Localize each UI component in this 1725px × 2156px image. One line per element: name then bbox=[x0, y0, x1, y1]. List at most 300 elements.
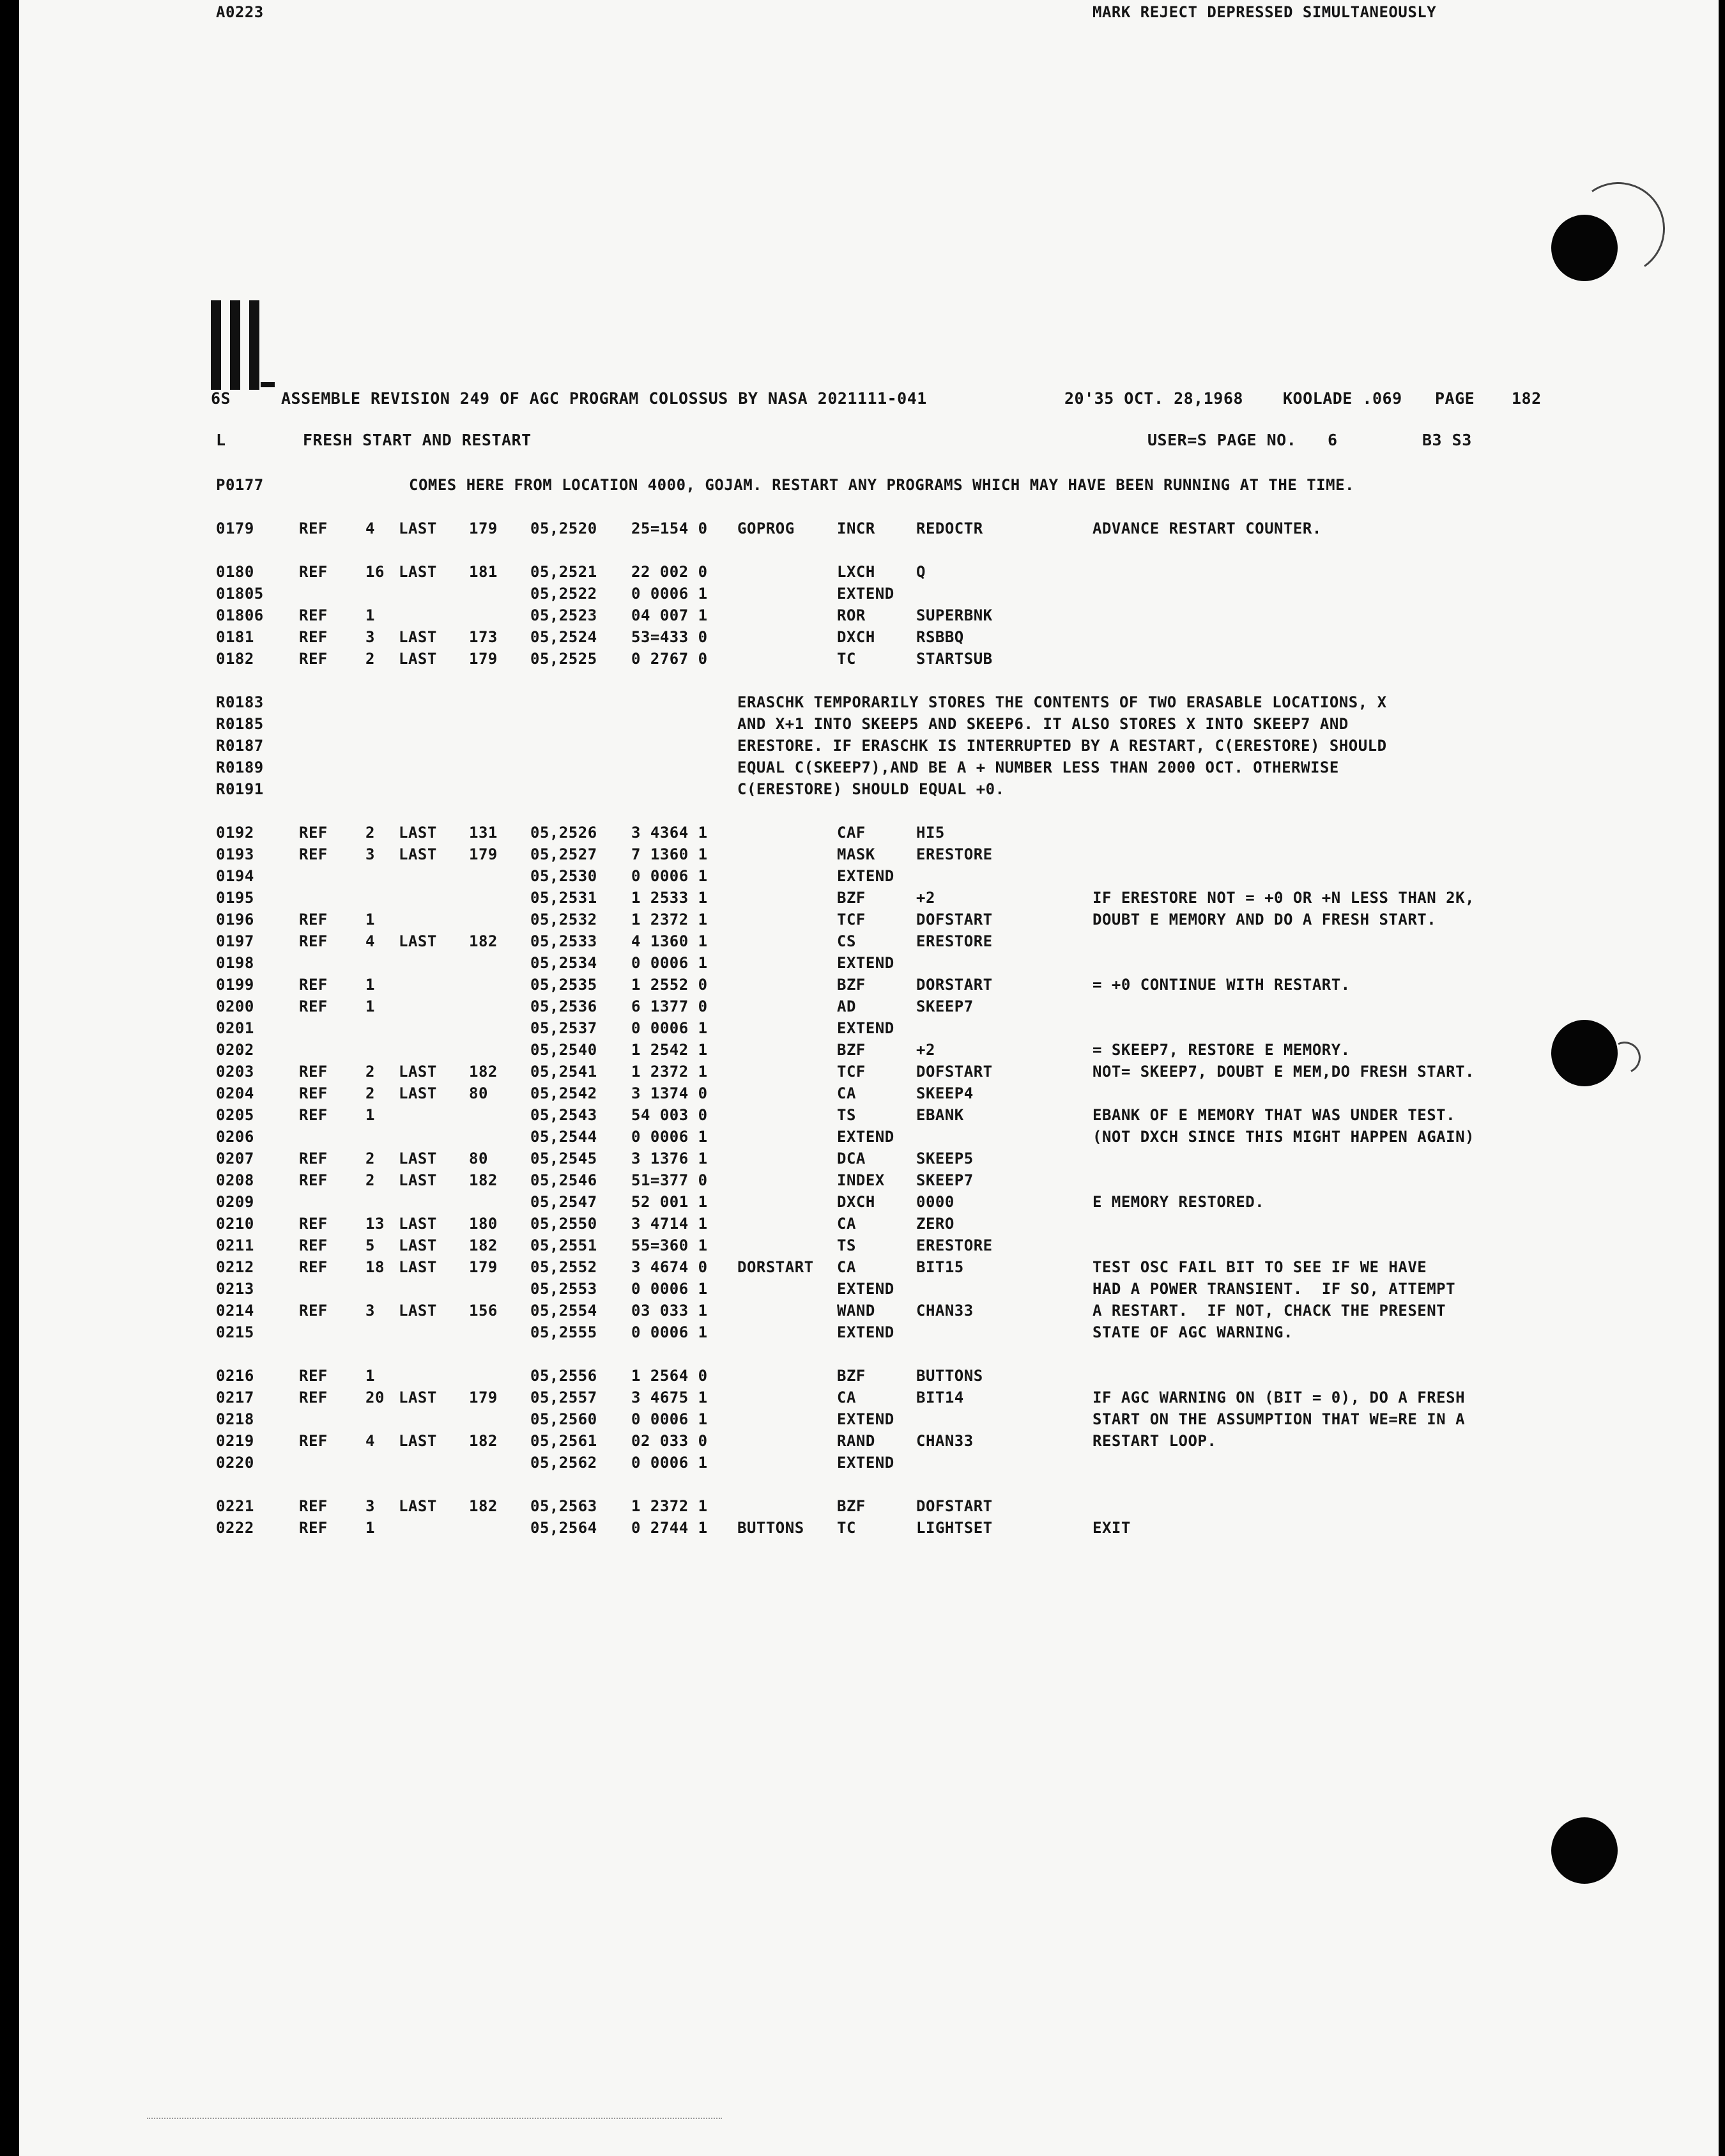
opcode: CA bbox=[837, 1258, 856, 1276]
last-tag: LAST bbox=[399, 650, 437, 668]
comment: DOUBT E MEMORY AND DO A FRESH START. bbox=[1092, 911, 1437, 928]
ref-tag: REF bbox=[299, 606, 328, 624]
ref-tag: REF bbox=[299, 650, 328, 668]
comment: TEST OSC FAIL BIT TO SEE IF WE HAVE bbox=[1092, 1258, 1427, 1276]
last-tag: LAST bbox=[399, 1432, 437, 1450]
address: 05,2546 bbox=[530, 1171, 597, 1189]
line-number: 0180 bbox=[216, 563, 254, 581]
line-number: 0196 bbox=[216, 911, 254, 928]
header-marker: 6S bbox=[211, 389, 231, 408]
line-number: 0204 bbox=[216, 1084, 254, 1102]
ref-tag: REF bbox=[299, 824, 328, 842]
last-line: 179 bbox=[469, 1258, 498, 1276]
last-tag: LAST bbox=[399, 1389, 437, 1406]
line-number: 0222 bbox=[216, 1519, 254, 1537]
address: 05,2557 bbox=[530, 1389, 597, 1406]
last-tag: LAST bbox=[399, 845, 437, 863]
opcode: AD bbox=[837, 997, 856, 1015]
octal-code: 0 0006 1 bbox=[631, 1454, 708, 1472]
last-line: 182 bbox=[469, 1497, 498, 1515]
punch-hole bbox=[1551, 1817, 1618, 1884]
last-line: 180 bbox=[469, 1215, 498, 1233]
octal-code: 51=377 0 bbox=[631, 1171, 708, 1189]
ref-tag: REF bbox=[299, 976, 328, 994]
ref-count: 3 bbox=[365, 1302, 375, 1320]
line-number: 0202 bbox=[216, 1041, 254, 1059]
address: 05,2550 bbox=[530, 1215, 597, 1233]
comment: = SKEEP7, RESTORE E MEMORY. bbox=[1092, 1041, 1351, 1059]
ref-count: 20 bbox=[365, 1389, 385, 1406]
last-line: 80 bbox=[469, 1150, 488, 1167]
octal-code: 52 001 1 bbox=[631, 1193, 708, 1211]
ref-count: 1 bbox=[365, 1519, 375, 1537]
line-number: A0223 bbox=[216, 3, 264, 21]
opcode: ROR bbox=[837, 606, 866, 624]
octal-code: 1 2372 1 bbox=[631, 1063, 708, 1081]
line-number: 0195 bbox=[216, 889, 254, 907]
address: 05,2525 bbox=[530, 650, 597, 668]
last-tag: LAST bbox=[399, 1150, 437, 1167]
octal-code: 3 4714 1 bbox=[631, 1215, 708, 1233]
comment: EXIT bbox=[1092, 1519, 1131, 1537]
comment: A RESTART. IF NOT, CHACK THE PRESENT bbox=[1092, 1302, 1446, 1320]
opcode: EXTEND bbox=[837, 1410, 894, 1428]
opcode: EXTEND bbox=[837, 585, 894, 603]
octal-code: 3 4674 0 bbox=[631, 1258, 708, 1276]
comment: HAD A POWER TRANSIENT. IF SO, ATTEMPT bbox=[1092, 1280, 1456, 1298]
section-mark: L bbox=[216, 431, 226, 449]
opcode: DCA bbox=[837, 1150, 866, 1167]
user-page-label: USER=S PAGE NO. bbox=[1147, 431, 1297, 449]
address: 05,2536 bbox=[530, 997, 597, 1015]
last-tag: LAST bbox=[399, 1215, 437, 1233]
address: 05,2540 bbox=[530, 1041, 597, 1059]
section-code: B3 S3 bbox=[1422, 431, 1472, 449]
line-number: P0177 bbox=[216, 476, 264, 494]
opcode: INDEX bbox=[837, 1171, 885, 1189]
ref-count: 1 bbox=[365, 976, 375, 994]
comment: = +0 CONTINUE WITH RESTART. bbox=[1092, 976, 1351, 994]
address: 05,2543 bbox=[530, 1106, 597, 1124]
operand: LIGHTSET bbox=[916, 1519, 993, 1537]
ref-count: 1 bbox=[365, 1106, 375, 1124]
line-number: 0214 bbox=[216, 1302, 254, 1320]
line-number: 0212 bbox=[216, 1258, 254, 1276]
octal-code: 3 4675 1 bbox=[631, 1389, 708, 1406]
symbol-label: DORSTART bbox=[737, 1258, 814, 1276]
ref-count: 1 bbox=[365, 606, 375, 624]
opcode: DXCH bbox=[837, 628, 875, 646]
comment: NOT= SKEEP7, DOUBT E MEM,DO FRESH START. bbox=[1092, 1063, 1475, 1081]
last-line: 182 bbox=[469, 1171, 498, 1189]
operand: BUTTONS bbox=[916, 1367, 983, 1385]
last-line: 80 bbox=[469, 1084, 488, 1102]
line-number: 0197 bbox=[216, 932, 254, 950]
remark-text: ERASCHK TEMPORARILY STORES THE CONTENTS OF TWO ERASABLE LOCATIONS, X bbox=[737, 693, 1387, 711]
ref-count: 2 bbox=[365, 824, 375, 842]
operand: DORSTART bbox=[916, 976, 993, 994]
line-number: 0207 bbox=[216, 1150, 254, 1167]
comment: IF AGC WARNING ON (BIT = 0), DO A FRESH bbox=[1092, 1389, 1466, 1406]
opcode: EXTEND bbox=[837, 1454, 894, 1472]
operand: ERESTORE bbox=[916, 1236, 993, 1254]
ref-count: 2 bbox=[365, 1084, 375, 1102]
ref-tag: REF bbox=[299, 1258, 328, 1276]
comment: START ON THE ASSUMPTION THAT WE=RE IN A bbox=[1092, 1410, 1466, 1428]
last-tag: LAST bbox=[399, 1063, 437, 1081]
last-tag: LAST bbox=[399, 520, 437, 537]
ref-count: 18 bbox=[365, 1258, 385, 1276]
last-tag: LAST bbox=[399, 824, 437, 842]
opcode: TC bbox=[837, 1519, 856, 1537]
line-number: 0199 bbox=[216, 976, 254, 994]
last-tag: LAST bbox=[399, 932, 437, 950]
ref-count: 3 bbox=[365, 1497, 375, 1515]
line-number: 0181 bbox=[216, 628, 254, 646]
ref-count: 4 bbox=[365, 520, 375, 537]
address: 05,2552 bbox=[530, 1258, 597, 1276]
address: 05,2556 bbox=[530, 1367, 597, 1385]
ref-tag: REF bbox=[299, 1236, 328, 1254]
opcode: CA bbox=[837, 1389, 856, 1406]
operand: SKEEP7 bbox=[916, 997, 974, 1015]
octal-code: 0 0006 1 bbox=[631, 954, 708, 972]
line-number: 0205 bbox=[216, 1106, 254, 1124]
operand: +2 bbox=[916, 1041, 935, 1059]
intro-text: COMES HERE FROM LOCATION 4000, GOJAM. RESTART ANY PROGRAMS WHICH MAY HAVE BEEN RUNNING AT THE TIME. bbox=[409, 476, 1354, 494]
ref-tag: REF bbox=[299, 563, 328, 581]
opcode: BZF bbox=[837, 1041, 866, 1059]
line-number: 0215 bbox=[216, 1323, 254, 1341]
line-number: 0217 bbox=[216, 1389, 254, 1406]
last-tag: LAST bbox=[399, 1084, 437, 1102]
octal-code: 53=433 0 bbox=[631, 628, 708, 646]
ref-tag: REF bbox=[299, 520, 328, 537]
octal-code: 3 1374 0 bbox=[631, 1084, 708, 1102]
comment: E MEMORY RESTORED. bbox=[1092, 1193, 1265, 1211]
operand: DOFSTART bbox=[916, 1497, 993, 1515]
octal-code: 55=360 1 bbox=[631, 1236, 708, 1254]
remark-text: AND X+1 INTO SKEEP5 AND SKEEP6. IT ALSO STORES X INTO SKEEP7 AND bbox=[737, 715, 1349, 733]
ref-tag: REF bbox=[299, 628, 328, 646]
last-line: 156 bbox=[469, 1302, 498, 1320]
opcode: TC bbox=[837, 650, 856, 668]
address: 05,2521 bbox=[530, 563, 597, 581]
octal-code: 0 0006 1 bbox=[631, 1128, 708, 1146]
address: 05,2530 bbox=[530, 867, 597, 885]
user-page-number: 6 bbox=[1328, 431, 1338, 449]
ref-tag: REF bbox=[299, 1215, 328, 1233]
opcode: CS bbox=[837, 932, 856, 950]
ref-count: 2 bbox=[365, 1171, 375, 1189]
octal-code: 25=154 0 bbox=[631, 520, 708, 537]
address: 05,2523 bbox=[530, 606, 597, 624]
line-number: R0185 bbox=[216, 715, 264, 733]
line-number: 0193 bbox=[216, 845, 254, 863]
address: 05,2560 bbox=[530, 1410, 597, 1428]
opcode: TS bbox=[837, 1106, 856, 1124]
opcode: CAF bbox=[837, 824, 866, 842]
operand: REDOCTR bbox=[916, 520, 983, 537]
last-tag: LAST bbox=[399, 628, 437, 646]
address: 05,2542 bbox=[530, 1084, 597, 1102]
octal-code: 3 4364 1 bbox=[631, 824, 708, 842]
operand: 0000 bbox=[916, 1193, 954, 1211]
opcode: EXTEND bbox=[837, 1128, 894, 1146]
line-number: 0213 bbox=[216, 1280, 254, 1298]
line-number: 0216 bbox=[216, 1367, 254, 1385]
last-tag: LAST bbox=[399, 1236, 437, 1254]
sheet-marker bbox=[211, 300, 281, 390]
last-line: 182 bbox=[469, 1063, 498, 1081]
last-line: 182 bbox=[469, 932, 498, 950]
opcode: EXTEND bbox=[837, 954, 894, 972]
line-number: 01805 bbox=[216, 585, 264, 603]
ref-tag: REF bbox=[299, 1150, 328, 1167]
address: 05,2544 bbox=[530, 1128, 597, 1146]
opcode: EXTEND bbox=[837, 1019, 894, 1037]
remark-text: ERESTORE. IF ERASCHK IS INTERRUPTED BY A RESTART, C(ERESTORE) SHOULD bbox=[737, 737, 1387, 755]
ref-tag: REF bbox=[299, 1106, 328, 1124]
ref-tag: REF bbox=[299, 845, 328, 863]
address: 05,2564 bbox=[530, 1519, 597, 1537]
last-line: 179 bbox=[469, 650, 498, 668]
octal-code: 54 003 0 bbox=[631, 1106, 708, 1124]
octal-code: 1 2564 0 bbox=[631, 1367, 708, 1385]
ref-count: 2 bbox=[365, 650, 375, 668]
ref-count: 1 bbox=[365, 1367, 375, 1385]
opcode: WAND bbox=[837, 1302, 875, 1320]
ref-tag: REF bbox=[299, 1302, 328, 1320]
opcode: EXTEND bbox=[837, 867, 894, 885]
opcode: CA bbox=[837, 1215, 856, 1233]
operand: STARTSUB bbox=[916, 650, 993, 668]
address: 05,2554 bbox=[530, 1302, 597, 1320]
last-tag: LAST bbox=[399, 1171, 437, 1189]
comment: EBANK OF E MEMORY THAT WAS UNDER TEST. bbox=[1092, 1106, 1456, 1124]
octal-code: 1 2533 1 bbox=[631, 889, 708, 907]
header-page-label: PAGE bbox=[1435, 389, 1475, 408]
operand: SUPERBNK bbox=[916, 606, 993, 624]
octal-code: 0 0006 1 bbox=[631, 1323, 708, 1341]
line-number: 0200 bbox=[216, 997, 254, 1015]
operand: +2 bbox=[916, 889, 935, 907]
address: 05,2535 bbox=[530, 976, 597, 994]
ref-tag: REF bbox=[299, 1367, 328, 1385]
symbol-label: BUTTONS bbox=[737, 1519, 804, 1537]
address: 05,2547 bbox=[530, 1193, 597, 1211]
remark-text: EQUAL C(SKEEP7),AND BE A + NUMBER LESS THAN 2000 OCT. OTHERWISE bbox=[737, 758, 1339, 776]
octal-code: 1 2542 1 bbox=[631, 1041, 708, 1059]
ref-tag: REF bbox=[299, 1432, 328, 1450]
last-line: 179 bbox=[469, 1389, 498, 1406]
operand: SKEEP7 bbox=[916, 1171, 974, 1189]
line-number: 0218 bbox=[216, 1410, 254, 1428]
ref-count: 16 bbox=[365, 563, 385, 581]
line-number: R0189 bbox=[216, 758, 264, 776]
operand: Q bbox=[916, 563, 926, 581]
operand: CHAN33 bbox=[916, 1302, 974, 1320]
octal-code: 0 2767 0 bbox=[631, 650, 708, 668]
octal-code: 0 0006 1 bbox=[631, 585, 708, 603]
ref-count: 2 bbox=[365, 1150, 375, 1167]
comment: (NOT DXCH SINCE THIS MIGHT HAPPEN AGAIN) bbox=[1092, 1128, 1475, 1146]
ref-tag: REF bbox=[299, 1497, 328, 1515]
ref-count: 13 bbox=[365, 1215, 385, 1233]
opcode: TCF bbox=[837, 911, 866, 928]
last-tag: LAST bbox=[399, 1302, 437, 1320]
ref-tag: REF bbox=[299, 1063, 328, 1081]
address: 05,2522 bbox=[530, 585, 597, 603]
opcode: TS bbox=[837, 1236, 856, 1254]
octal-code: 0 0006 1 bbox=[631, 1410, 708, 1428]
address: 05,2537 bbox=[530, 1019, 597, 1037]
ref-tag: REF bbox=[299, 997, 328, 1015]
address: 05,2533 bbox=[530, 932, 597, 950]
octal-code: 0 0006 1 bbox=[631, 1019, 708, 1037]
octal-code: 0 0006 1 bbox=[631, 867, 708, 885]
header-page-number: 182 bbox=[1512, 389, 1542, 408]
last-line: 131 bbox=[469, 824, 498, 842]
address: 05,2541 bbox=[530, 1063, 597, 1081]
opcode: CA bbox=[837, 1084, 856, 1102]
last-line: 179 bbox=[469, 845, 498, 863]
opcode: RAND bbox=[837, 1432, 875, 1450]
line-number: 0198 bbox=[216, 954, 254, 972]
opcode: TCF bbox=[837, 1063, 866, 1081]
header-title: ASSEMBLE REVISION 249 OF AGC PROGRAM COLOSSUS BY NASA 2021111-041 bbox=[281, 389, 927, 408]
opcode: LXCH bbox=[837, 563, 875, 581]
operand: SKEEP4 bbox=[916, 1084, 974, 1102]
opcode: BZF bbox=[837, 1497, 866, 1515]
comment: RESTART LOOP. bbox=[1092, 1432, 1217, 1450]
line-number: 0211 bbox=[216, 1236, 254, 1254]
octal-code: 7 1360 1 bbox=[631, 845, 708, 863]
address: 05,2527 bbox=[530, 845, 597, 863]
comment: ADVANCE RESTART COUNTER. bbox=[1092, 520, 1322, 537]
ref-tag: REF bbox=[299, 932, 328, 950]
line-number: 0210 bbox=[216, 1215, 254, 1233]
comment: IF ERESTORE NOT = +0 OR +N LESS THAN 2K, bbox=[1092, 889, 1475, 907]
comment: MARK REJECT DEPRESSED SIMULTANEOUSLY bbox=[1092, 3, 1437, 21]
remark-text: C(ERESTORE) SHOULD EQUAL +0. bbox=[737, 780, 1005, 798]
octal-code: 3 1376 1 bbox=[631, 1150, 708, 1167]
opcode: DXCH bbox=[837, 1193, 875, 1211]
octal-code: 04 007 1 bbox=[631, 606, 708, 624]
section-title: FRESH START AND RESTART bbox=[303, 431, 532, 449]
address: 05,2520 bbox=[530, 520, 597, 537]
line-number: 0220 bbox=[216, 1454, 254, 1472]
ref-tag: REF bbox=[299, 1171, 328, 1189]
punch-hole bbox=[1551, 1020, 1618, 1086]
address: 05,2545 bbox=[530, 1150, 597, 1167]
operand: ZERO bbox=[916, 1215, 954, 1233]
ref-count: 4 bbox=[365, 1432, 375, 1450]
operand: DOFSTART bbox=[916, 1063, 993, 1081]
ref-count: 1 bbox=[365, 997, 375, 1015]
octal-code: 22 002 0 bbox=[631, 563, 708, 581]
ref-count: 3 bbox=[365, 845, 375, 863]
opcode: BZF bbox=[837, 976, 866, 994]
operand: BIT15 bbox=[916, 1258, 964, 1276]
line-number: 0179 bbox=[216, 520, 254, 537]
last-tag: LAST bbox=[399, 563, 437, 581]
ref-tag: REF bbox=[299, 911, 328, 928]
ref-tag: REF bbox=[299, 1389, 328, 1406]
opcode: EXTEND bbox=[837, 1323, 894, 1341]
ref-count: 4 bbox=[365, 932, 375, 950]
line-number: 0182 bbox=[216, 650, 254, 668]
ref-tag: REF bbox=[299, 1519, 328, 1537]
last-line: 173 bbox=[469, 628, 498, 646]
ref-count: 3 bbox=[365, 628, 375, 646]
address: 05,2561 bbox=[530, 1432, 597, 1450]
octal-code: 4 1360 1 bbox=[631, 932, 708, 950]
line-number: 0192 bbox=[216, 824, 254, 842]
opcode: MASK bbox=[837, 845, 875, 863]
operand: ERESTORE bbox=[916, 932, 993, 950]
octal-code: 02 033 0 bbox=[631, 1432, 708, 1450]
symbol-label: GOPROG bbox=[737, 520, 795, 537]
octal-code: 6 1377 0 bbox=[631, 997, 708, 1015]
comment: STATE OF AGC WARNING. bbox=[1092, 1323, 1293, 1341]
address: 05,2563 bbox=[530, 1497, 597, 1515]
octal-code: 0 2744 1 bbox=[631, 1519, 708, 1537]
address: 05,2551 bbox=[530, 1236, 597, 1254]
address: 05,2562 bbox=[530, 1454, 597, 1472]
line-number: 01806 bbox=[216, 606, 264, 624]
operand: CHAN33 bbox=[916, 1432, 974, 1450]
operand: EBANK bbox=[916, 1106, 964, 1124]
operand: BIT14 bbox=[916, 1389, 964, 1406]
address: 05,2524 bbox=[530, 628, 597, 646]
header-timestamp: 20'35 OCT. 28,1968 bbox=[1064, 389, 1243, 408]
operand: ERESTORE bbox=[916, 845, 993, 863]
line-number: 0201 bbox=[216, 1019, 254, 1037]
line-number: 0206 bbox=[216, 1128, 254, 1146]
last-tag: LAST bbox=[399, 1258, 437, 1276]
last-tag: LAST bbox=[399, 1497, 437, 1515]
last-line: 182 bbox=[469, 1236, 498, 1254]
line-number: R0191 bbox=[216, 780, 264, 798]
operand: RSBBQ bbox=[916, 628, 964, 646]
line-number: 0208 bbox=[216, 1171, 254, 1189]
address: 05,2532 bbox=[530, 911, 597, 928]
ref-count: 2 bbox=[365, 1063, 375, 1081]
last-line: 179 bbox=[469, 520, 498, 537]
last-line: 182 bbox=[469, 1432, 498, 1450]
octal-code: 0 0006 1 bbox=[631, 1280, 708, 1298]
ref-tag: REF bbox=[299, 1084, 328, 1102]
octal-code: 1 2552 0 bbox=[631, 976, 708, 994]
address: 05,2534 bbox=[530, 954, 597, 972]
octal-code: 1 2372 1 bbox=[631, 911, 708, 928]
listing-page bbox=[19, 0, 1719, 2156]
line-number: 0219 bbox=[216, 1432, 254, 1450]
ref-count: 1 bbox=[365, 911, 375, 928]
line-number: 0203 bbox=[216, 1063, 254, 1081]
line-number: 0209 bbox=[216, 1193, 254, 1211]
opcode: BZF bbox=[837, 1367, 866, 1385]
line-number: R0187 bbox=[216, 737, 264, 755]
address: 05,2526 bbox=[530, 824, 597, 842]
address: 05,2555 bbox=[530, 1323, 597, 1341]
operand: HI5 bbox=[916, 824, 945, 842]
operand: DOFSTART bbox=[916, 911, 993, 928]
octal-code: 03 033 1 bbox=[631, 1302, 708, 1320]
line-number: 0194 bbox=[216, 867, 254, 885]
address: 05,2553 bbox=[530, 1280, 597, 1298]
